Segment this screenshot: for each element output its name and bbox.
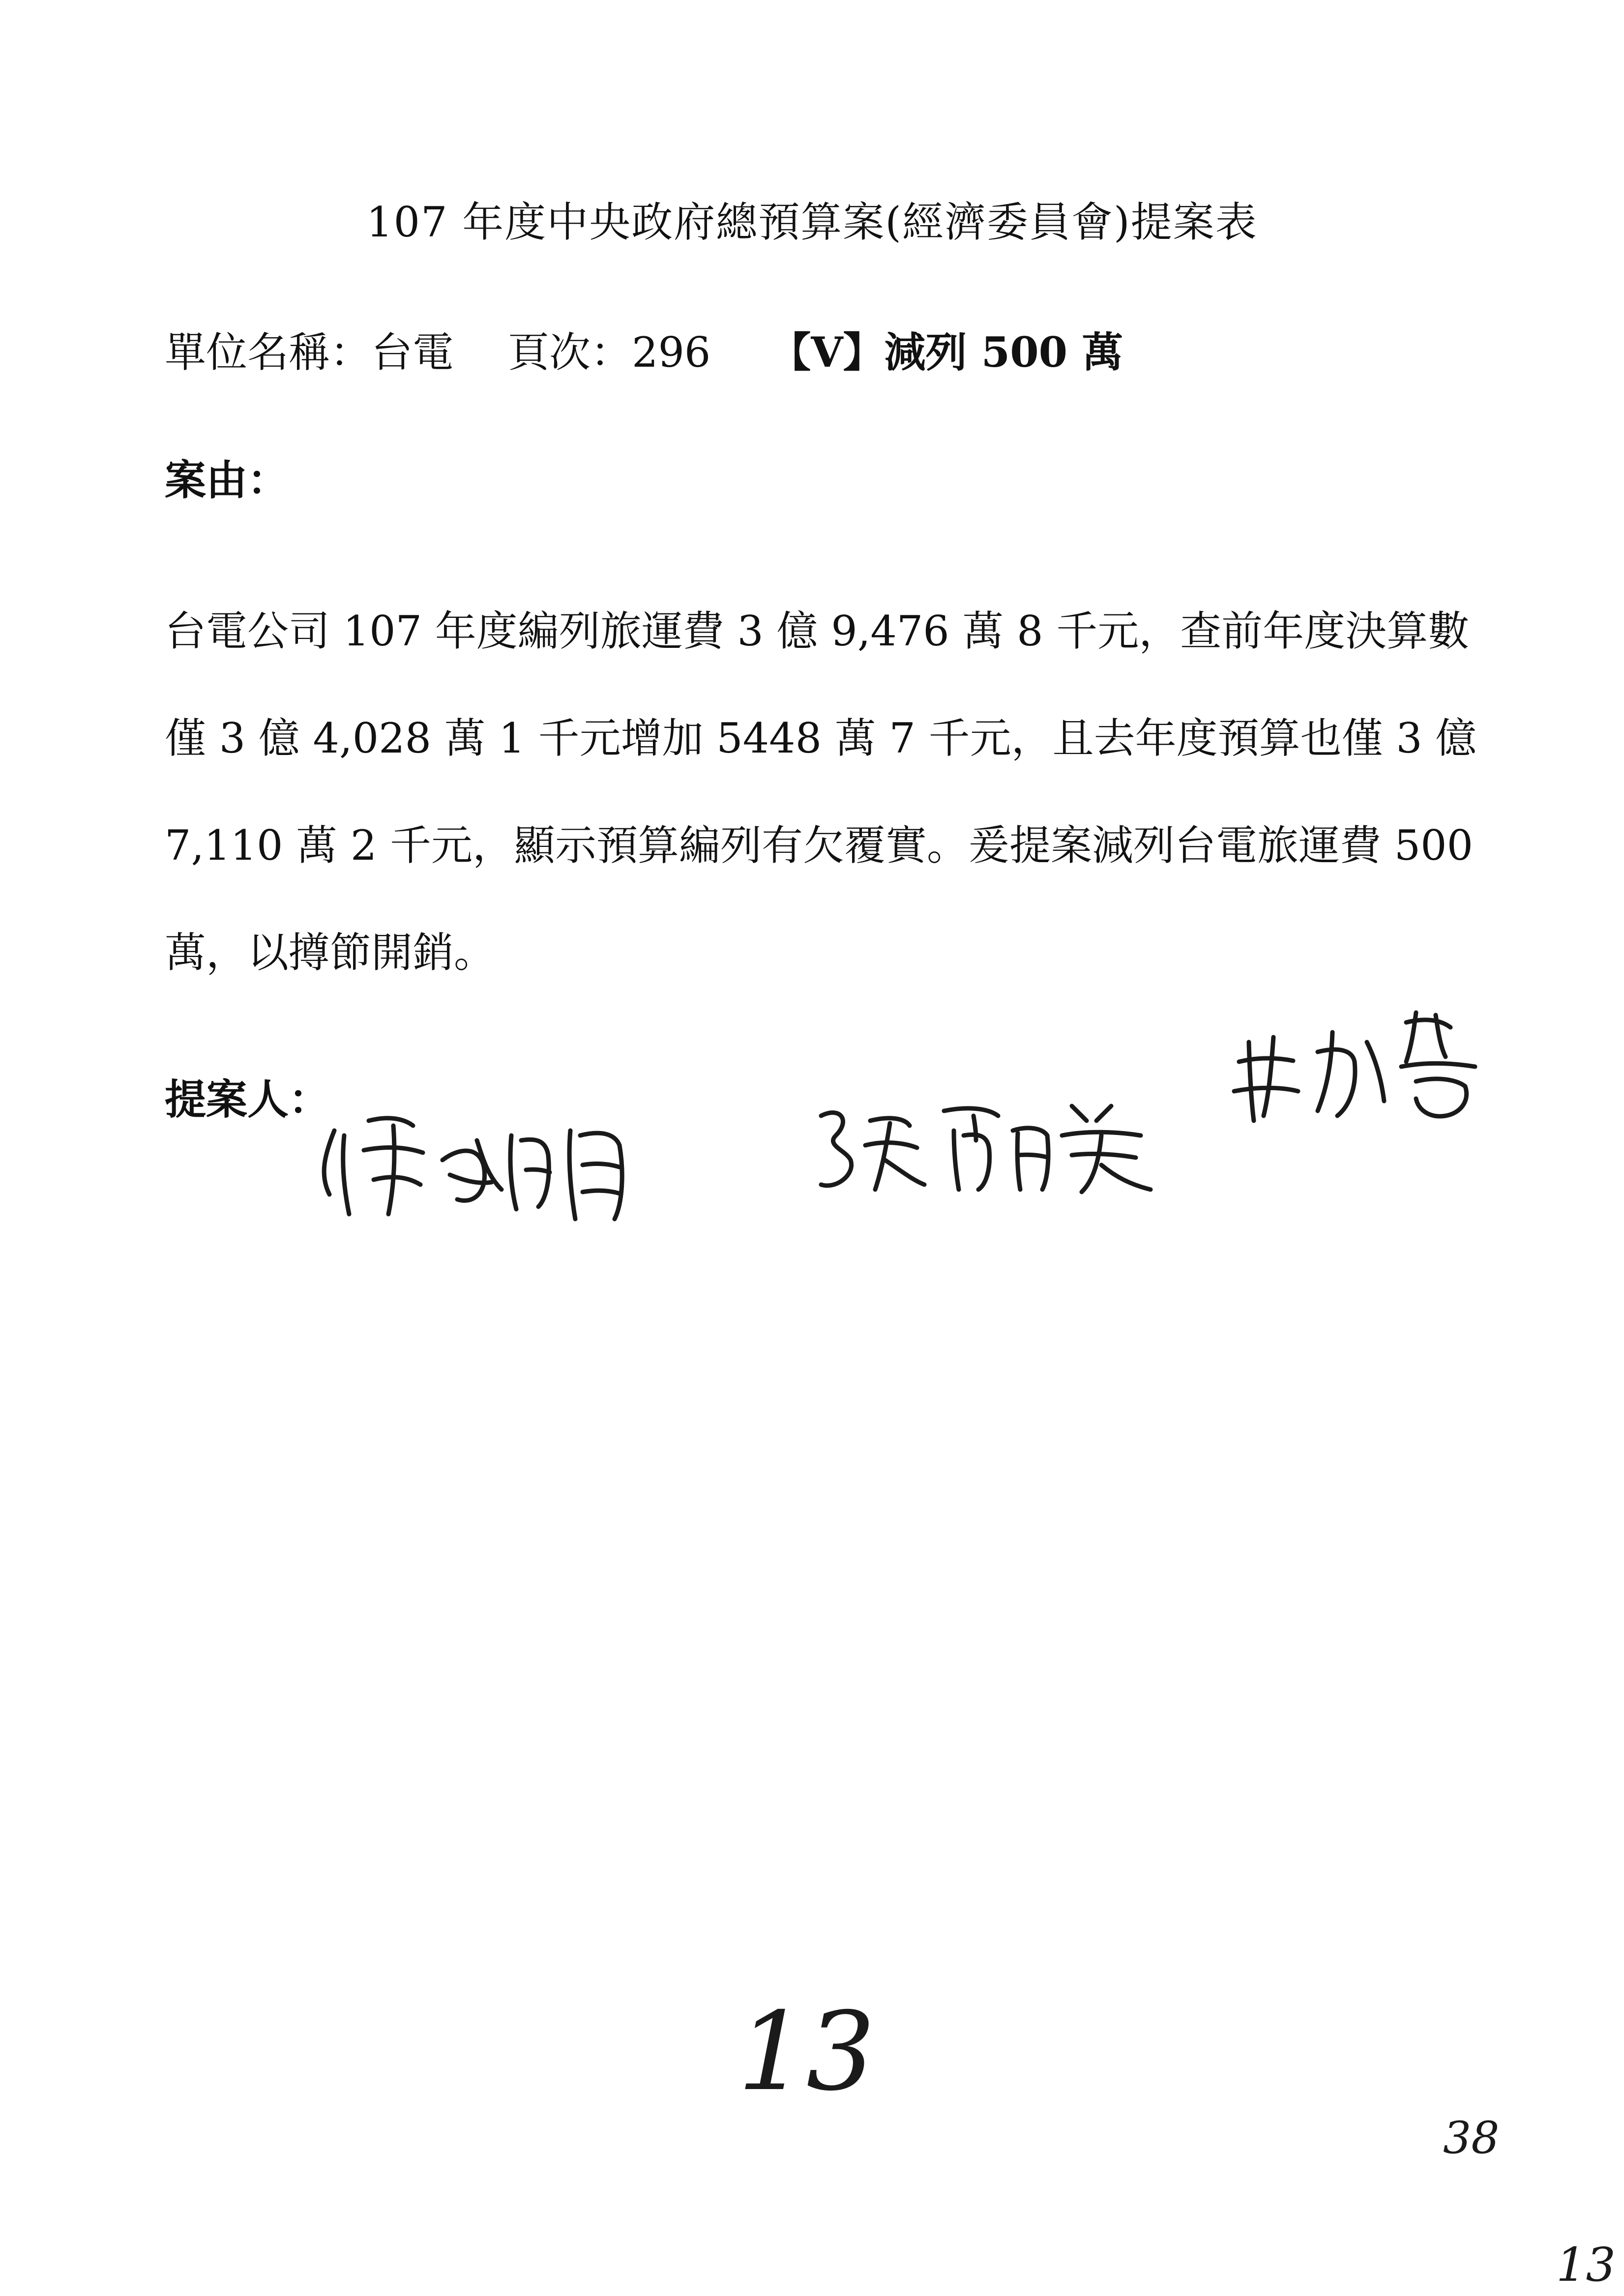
body-line: 僅 3 億 4,028 萬 1 千元增加 5448 萬 7 千元，且去年度預算也僅 3 億 — [165, 714, 1477, 762]
reason-body — [165, 578, 1487, 1006]
document-title: 107 年度中央政府總預算案(經濟委員會)提案表 — [366, 198, 1258, 246]
signature-2-image — [806, 1086, 1160, 1204]
signature-3-image — [1219, 1003, 1495, 1131]
unit-info-line — [165, 320, 1123, 379]
body-line: 萬，以撙節開銷。 — [165, 929, 496, 977]
page-number-text: 38 — [1443, 2112, 1500, 2164]
handwritten-number-13 — [733, 1991, 890, 2114]
unit-label: 單位名稱：台電 — [165, 328, 454, 377]
body-line: 台電公司 107 年度編列旅運費 3 億 9,476 萬 8 千元，查前年度決算數 — [165, 607, 1470, 655]
corner-number — [1554, 2232, 1618, 2291]
page-label: 頁次：296 — [508, 328, 711, 377]
proposer-label: 提案人： — [165, 1075, 330, 1124]
page-number — [1441, 2109, 1519, 2168]
reduction-label: 【V】減列 500 萬 — [769, 328, 1123, 377]
corner-number-text: 13 — [1556, 2238, 1616, 2291]
signature-1-image — [315, 1101, 659, 1229]
handwritten-number-text: 13 — [738, 1991, 875, 2114]
body-line: 7,110 萬 2 千元，顯示預算編列有欠覆實。爰提案減列台電旅運費 500 — [165, 821, 1474, 870]
reason-label: 案由： — [165, 456, 289, 504]
